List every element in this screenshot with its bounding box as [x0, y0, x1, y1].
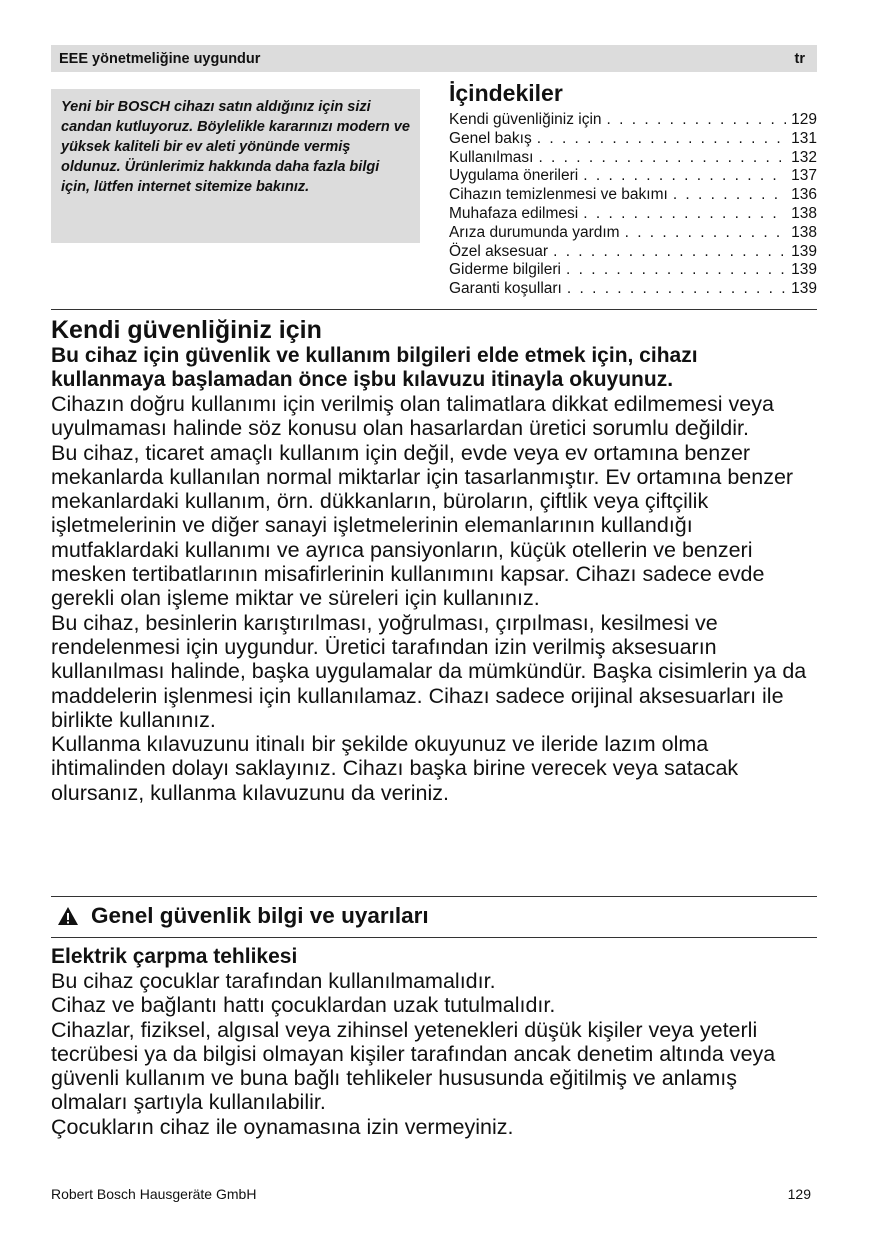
- header-title: EEE yönetmeliğine uygundur: [59, 50, 261, 67]
- toc-item-page: 139: [791, 261, 817, 279]
- body-paragraph: Bu cihaz çocuklar tarafından kullanılmamalıdır.: [51, 969, 496, 993]
- toc-item-page: 132: [791, 148, 817, 166]
- warning-icon: [57, 906, 79, 926]
- toc-item-page: 129: [791, 111, 817, 128]
- section-divider: [51, 896, 817, 897]
- toc-item[interactable]: [449, 205, 817, 224]
- general-safety-section: [51, 945, 817, 1139]
- toc-item-label: Özel aksesuar: [449, 242, 549, 260]
- body-paragraph: Bu cihaz, besinlerin karıştırılması, yoğrulması, çırpılması, kesilmesi ve rendelenmesi için uygundur. Üretici tarafından izin verilmiş aksesuarın kullanılması halinde, başka uygulamalar da mümkündür. Başka cisimlerin ya da maddelerin işlenmesi için kullanılamaz. Cihazı sadece orijinal aksesuarları ile birlikte kullanınız.: [51, 610, 807, 732]
- toc-item-page: 139: [791, 280, 817, 298]
- warning-heading: [51, 903, 817, 929]
- toc-item[interactable]: [449, 186, 817, 205]
- body-paragraph: Cihaz ve bağlantı hattı çocuklardan uzak tutulmalıdır.: [51, 993, 556, 1018]
- toc-item-page: 138: [791, 223, 817, 241]
- section-divider: [51, 309, 817, 310]
- toc-item[interactable]: [449, 149, 817, 168]
- footer-company: Robert Bosch Hausgeräte GmbH: [51, 1186, 257, 1202]
- body-paragraph: Kullanma kılavuzunu itinalı bir şekilde okuyunuz ve ileride lazım olma ihtimalinden dolayı saklayınız. Cihazı başka birine verecek veya satacak olursanız, kullanma kılavuzunu da veriniz.: [51, 732, 739, 805]
- toc-item-label: Giderme bilgileri: [449, 261, 561, 279]
- table-of-contents: [449, 80, 817, 299]
- header-bar: [51, 45, 817, 72]
- warning-heading-text: Genel güvenlik bilgi ve uyarıları: [91, 903, 429, 928]
- toc-item-page: 139: [791, 242, 817, 260]
- toc-title: İçindekiler: [449, 80, 563, 106]
- section-divider: [51, 937, 817, 938]
- toc-item[interactable]: [449, 280, 817, 299]
- toc-item[interactable]: [449, 111, 817, 130]
- toc-item-label: Cihazın temizlenmesi ve bakımı: [449, 186, 668, 204]
- body-paragraph: Cihazlar, fiziksel, algısal veya zihinsel yetenekleri düşük kişiler veya yeterli tecrübesi ya da bilgisi olmayan kişiler tarafından ancak denetim altında veya güvenli kullanım ve buna bağlı tehlikeler hususunda eğitilmiş ve anlamış olmaları şartıyla kullanılabilir.: [51, 1017, 776, 1115]
- toc-item-page: 136: [791, 186, 817, 204]
- lead-paragraph: Bu cihaz için güvenlik ve kullanım bilgileri elde etmek için, cihazı kullanmaya başlamadan önce işbu kılavuzu itinayla okuyunuz.: [51, 344, 698, 391]
- toc-list: [449, 111, 817, 299]
- toc-item[interactable]: [449, 243, 817, 262]
- toc-item-page: 131: [791, 129, 817, 147]
- toc-item[interactable]: [449, 261, 817, 280]
- language-code: tr: [794, 50, 805, 67]
- body-paragraph: Çocukların cihaz ile oynamasına izin vermeyiniz.: [51, 1114, 514, 1139]
- subsection-title: Elektrik çarpma tehlikesi: [51, 945, 298, 968]
- footer-page-number: 129: [787, 1186, 811, 1202]
- toc-item-label: Kendi güvenliğiniz için: [449, 111, 602, 128]
- toc-item-label: Genel bakış: [449, 129, 532, 147]
- section-body: [51, 392, 817, 805]
- safety-section: [51, 316, 817, 805]
- toc-item-label: Arıza durumunda yardım: [449, 223, 620, 241]
- toc-item-page: 137: [791, 167, 817, 185]
- toc-item[interactable]: [449, 224, 817, 243]
- toc-item-label: Kullanılması: [449, 148, 534, 166]
- toc-item[interactable]: [449, 130, 817, 149]
- toc-item[interactable]: [449, 167, 817, 186]
- toc-item-label: Muhafaza edilmesi: [449, 204, 579, 222]
- toc-item-label: Uygulama önerileri: [449, 167, 579, 185]
- intro-box: [51, 89, 420, 243]
- section-title: Kendi güvenliğiniz için: [51, 316, 322, 344]
- intro-text: Yeni bir BOSCH cihazı satın aldığınız için sizi candan kutluyoruz. Böylelikle kararınızı modern ve yüksek kaliteli bir ev aleti yönünde vermiş oldunuz. Ürünlerimiz hakkında daha fazla bilgi için, lütfen internet sitemize bakınız.: [61, 99, 410, 195]
- body-paragraph: Cihazın doğru kullanımı için verilmiş olan talimatlara dikkat edilmemesi veya uyulmaması halinde söz konusu olan hasarlardan üretici sorumlu değildir.: [51, 392, 774, 441]
- toc-item-label: Garanti koşulları: [449, 280, 562, 298]
- page-footer: [51, 1186, 811, 1202]
- toc-item-page: 138: [791, 204, 817, 222]
- body-paragraph: Bu cihaz, ticaret amaçlı kullanım için değil, evde veya ev ortamına benzer mekanlarda kullanılan normal miktarlar için tasarlanmıştır. Ev ortamına benzer mekanlardaki kullanım, örn. dükkanların, büroların, çiftlik veya çiftçilik işletmelerinin ve diğer sanayi işletmelerinin elemanlarının kullandığı mutfaklardaki kullanımı ve ayrıca pansiyonların, küçük otellerin ve benzeri mesken tertibatlarının misafirlerinin kullanımını kapsar. Cihazı sadece evde gerekli olan işleme miktar ve süreleri için kullanınız.: [51, 440, 794, 611]
